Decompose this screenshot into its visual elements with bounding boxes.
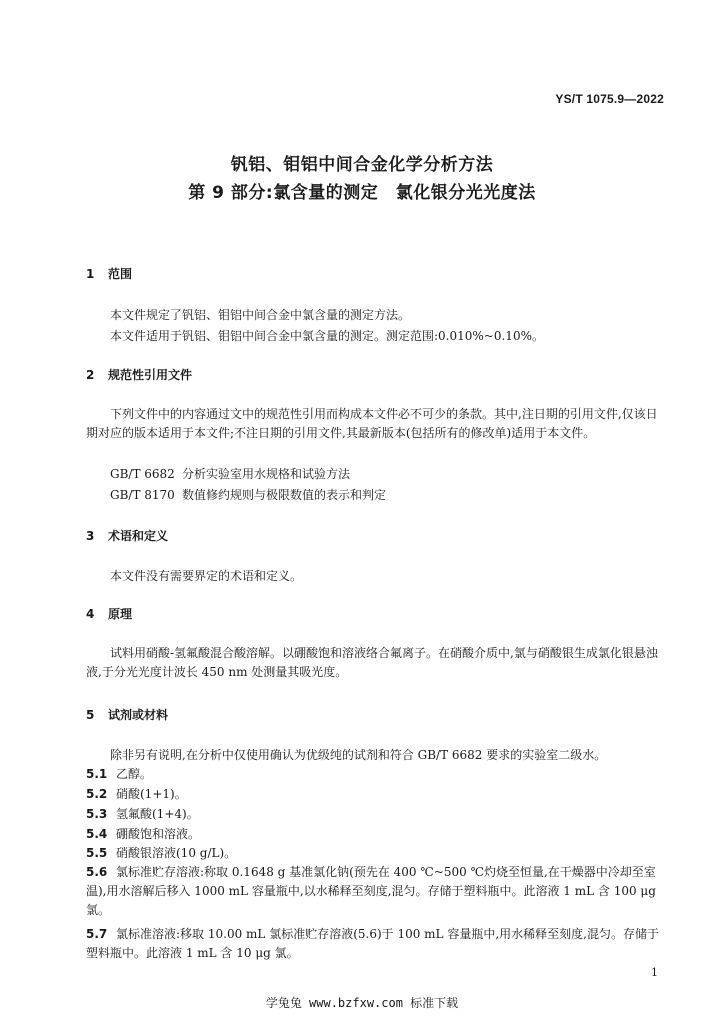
section-number: 3 bbox=[86, 529, 95, 543]
scope-paragraph-2: 本文件适用于钒铝、钼铝中间合金中氯含量的测定。测定范围:0.010%~0.10%。 bbox=[110, 329, 544, 343]
section-heading-terms bbox=[86, 527, 168, 544]
item-number: 5.4 bbox=[86, 827, 108, 841]
page-number: 1 bbox=[651, 966, 658, 979]
document-title-line2: 第 9 部分:氯含量的测定 氯化银分光光度法 bbox=[188, 183, 536, 203]
item-text: 硼酸饱和溶液。 bbox=[116, 827, 201, 841]
terms-paragraph: 本文件没有需要界定的术语和定义。 bbox=[110, 569, 303, 583]
item-text: 硝酸(1+1)。 bbox=[116, 787, 187, 801]
reagents-intro-paragraph: 除非另有说明,在分析中仅使用确认为优级纯的试剂和符合 GB/T 6682 要求的实验室二级水。 bbox=[110, 748, 607, 762]
item-text: 硝酸银溶液(10 g/L)。 bbox=[116, 846, 237, 860]
section-title: 范围 bbox=[108, 267, 133, 281]
section-heading-principle bbox=[86, 605, 132, 622]
principle-paragraph: 试料用硝酸-氢氟酸混合酸溶解。以硼酸饱和溶液络合氟离子。在硝酸介质中,氯与硝酸银生成氯化银悬浊液,于分光光度计波长 450 nm 处测量其吸光度。 bbox=[86, 646, 658, 679]
reagent-item bbox=[86, 765, 660, 784]
reagent-item bbox=[86, 925, 660, 963]
standard-code: YS/T 1075.9—2022 bbox=[555, 92, 664, 106]
reagent-item bbox=[86, 805, 660, 824]
reagent-item bbox=[86, 844, 660, 863]
document-title-line1: 钒铝、钼铝中间合金化学分析方法 bbox=[230, 155, 494, 175]
item-text: 氢氟酸(1+4)。 bbox=[116, 807, 199, 821]
item-number: 5.1 bbox=[86, 767, 108, 781]
reagent-item bbox=[86, 825, 660, 844]
section-heading-reagents bbox=[86, 706, 168, 723]
section-heading-normative-references bbox=[86, 366, 192, 383]
section-title: 术语和定义 bbox=[108, 529, 169, 543]
footer-watermark: 学兔兔 www.bzfxw.com 标准下载 bbox=[265, 996, 459, 1010]
references-paragraph: 下列文件中的内容通过文中的规范性引用而构成本文件必不可少的条款。其中,注日期的引用文件,仅该日期对应的版本适用于本文件;不注日期的引用文件,其最新版本(包括所有的修改单)适用于本文件。 bbox=[86, 407, 658, 440]
item-text: 氯标准贮存溶液:称取 0.1648 g 基准氯化钠(预先在 400 ℃~500 ℃灼烧至恒量,在干燥器中冷却至室温),用水溶解后移入 1000 mL 容量瓶中,以水稀释至刻度,混匀。存储于塑料瓶中。此溶液 1 mL 含 100 μg 氯。 bbox=[86, 865, 656, 917]
item-number: 5.6 bbox=[86, 865, 108, 879]
scope-paragraph-1: 本文件规定了钒铝、钼铝中间合金中氯含量的测定方法。 bbox=[110, 308, 411, 322]
reagent-item bbox=[86, 785, 660, 804]
section-title: 试剂或材料 bbox=[108, 708, 169, 722]
section-heading-scope bbox=[86, 265, 132, 282]
item-number: 5.2 bbox=[86, 787, 108, 801]
section-number: 4 bbox=[86, 607, 95, 621]
reagent-item bbox=[86, 863, 660, 920]
section-number: 5 bbox=[86, 708, 95, 722]
item-number: 5.3 bbox=[86, 807, 108, 821]
reference-item bbox=[110, 486, 386, 503]
section-number: 2 bbox=[86, 368, 95, 382]
item-number: 5.7 bbox=[86, 927, 108, 941]
item-text: 氯标准溶液:移取 10.00 mL 氯标准贮存溶液(5.6)于 100 mL 容量瓶中,用水稀释至刻度,混匀。存储于塑料瓶中。此溶液 1 mL 含 10 μg 氯。 bbox=[86, 927, 659, 960]
section-title: 规范性引用文件 bbox=[108, 368, 193, 382]
item-text: 乙醇。 bbox=[116, 767, 153, 781]
reference-code: GB/T 6682 bbox=[110, 467, 175, 481]
section-number: 1 bbox=[86, 267, 95, 281]
reference-item bbox=[110, 465, 350, 482]
reference-code: GB/T 8170 bbox=[110, 488, 175, 502]
reference-title: 数值修约规则与极限数值的表示和判定 bbox=[182, 488, 387, 502]
section-title: 原理 bbox=[108, 607, 133, 621]
item-number: 5.5 bbox=[86, 846, 108, 860]
reference-title: 分析实验室用水规格和试验方法 bbox=[182, 467, 351, 481]
